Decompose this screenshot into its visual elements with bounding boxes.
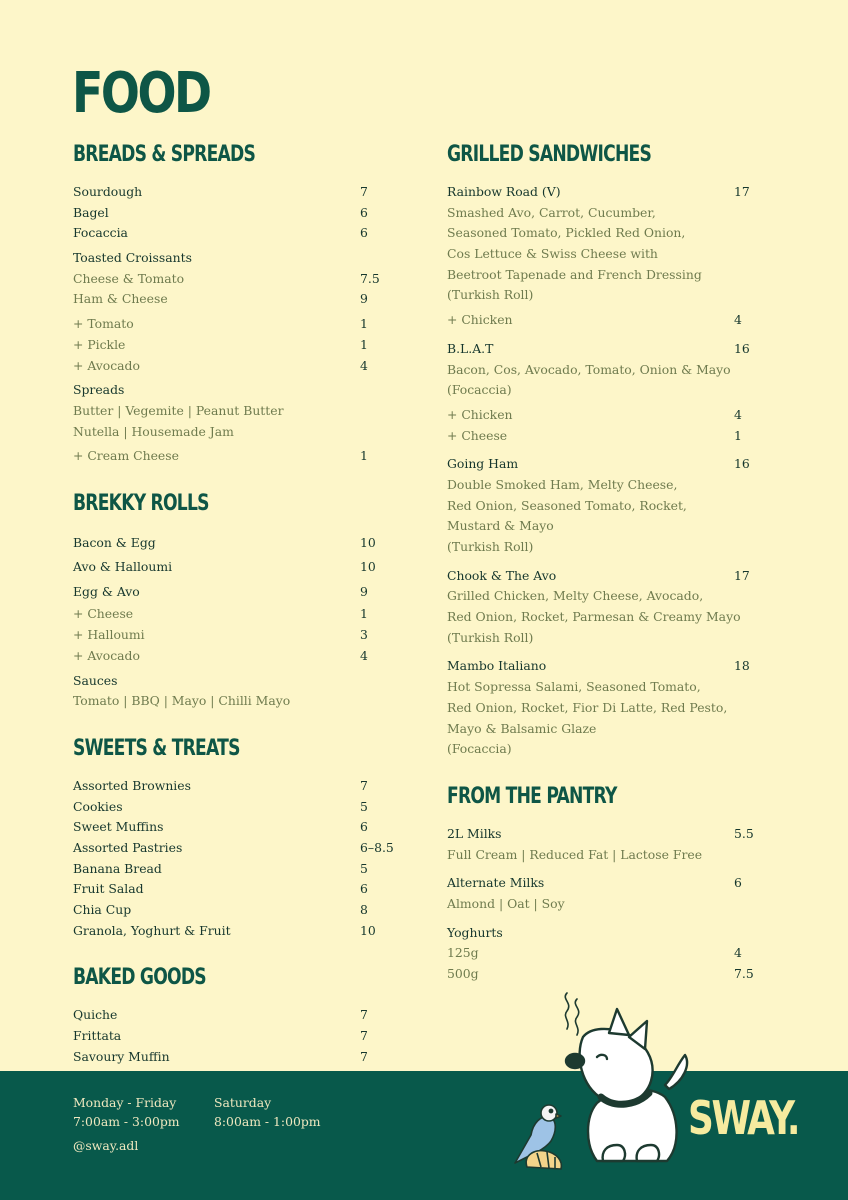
section-title: BAKED GOODS — [73, 965, 206, 991]
section-breads-spreads — [73, 140, 403, 467]
weekday-days-label: Monday - Friday — [73, 1095, 177, 1110]
sandwich-going-ham — [447, 454, 777, 557]
item-description: Smashed Avo, Carrot, Cucumber, — [447, 204, 656, 220]
menu-item: Alternate Milks 6 — [447, 875, 742, 891]
sandwich-chook-avo — [447, 566, 777, 649]
menu-addon: + Avocado 4 — [73, 357, 368, 373]
sandwich-blat — [447, 339, 777, 446]
menu-item: Avo & Halloumi 10 — [73, 559, 376, 575]
menu-item: Bagel 6 — [73, 204, 368, 220]
menu-addon: + Avocado 4 — [73, 647, 368, 663]
page-title: FOOD — [72, 61, 210, 126]
item-description: Mustard & Mayo — [447, 518, 554, 534]
menu-item: Rainbow Road (V) 17 — [447, 184, 750, 199]
brand-logo: SWAY. — [688, 1091, 799, 1145]
menu-item: Fruit Salad 6 — [73, 881, 368, 897]
menu-item: Granola, Yoghurt & Fruit 10 — [73, 922, 376, 938]
spreads-line: Butter | Vegemite | Peanut Butter — [73, 402, 284, 418]
spreads-line: Nutella | Housemade Jam — [73, 423, 234, 439]
menu-option: 125g 4 — [447, 945, 742, 961]
menu-addon: + Pickle 1 — [73, 336, 368, 352]
section-from-the-pantry — [447, 782, 777, 985]
menu-addon: + Chicken 4 — [447, 406, 742, 422]
sub-heading: Yoghurts — [447, 924, 503, 940]
menu-item: Sweet Muffins 6 — [73, 819, 368, 835]
section-title: BREADS & SPREADS — [73, 142, 256, 167]
sub-heading: Sauces — [73, 672, 118, 688]
menu-item: Chia Cup 8 — [73, 902, 368, 917]
item-description: (Turkish Roll) — [447, 539, 534, 554]
item-description: Double Smoked Ham, Melty Cheese, — [447, 476, 678, 492]
sub-heading: Toasted Croissants — [73, 250, 192, 266]
menu-item: 2L Milks 5.5 — [447, 825, 754, 841]
menu-item: Assorted Pastries 6–8.5 — [73, 839, 394, 855]
sub-heading: Spreads — [73, 382, 125, 398]
section-title: SWEETS & TREATS — [73, 735, 240, 761]
menu-option: Cheese & Tomato 7.5 — [73, 270, 380, 286]
menu-option: Ham & Cheese 9 — [73, 291, 368, 307]
sandwich-rainbow-road — [447, 182, 777, 331]
item-description: (Focaccia) — [447, 741, 512, 757]
sandwich-mambo-italiano — [447, 656, 777, 759]
item-description: Grilled Chicken, Melty Cheese, Avocado, — [447, 588, 704, 604]
section-title: FROM THE PANTRY — [447, 783, 617, 809]
saturday-time-label: 8:00am - 1:00pm — [214, 1114, 321, 1129]
footer — [0, 1071, 848, 1200]
item-description: Full Cream | Reduced Fat | Lactose Free — [447, 846, 703, 862]
right-column — [447, 140, 777, 1007]
menu-addon: + Cheese 1 — [73, 606, 368, 622]
item-description: Almond | Oat | Soy — [447, 895, 565, 911]
pantry-milks — [447, 824, 777, 865]
menu-addon: + Halloumi 3 — [73, 627, 368, 643]
menu-item: Savoury Muffin 7 — [73, 1048, 368, 1064]
menu-addon: + Cheese 1 — [447, 427, 742, 443]
menu-item: Banana Bread 5 — [73, 860, 368, 876]
left-column — [73, 140, 403, 1089]
item-description: Beetroot Tapenade and French Dressing — [447, 266, 702, 282]
item-description: Bacon, Cos, Avocado, Tomato, Onion & Mayo — [447, 361, 731, 377]
item-description: Cos Lettuce & Swiss Cheese with — [447, 246, 658, 262]
item-description: (Turkish Roll) — [447, 287, 534, 303]
illustration — [505, 985, 695, 1175]
saturday-hours — [214, 1093, 321, 1131]
weekday-hours — [73, 1093, 180, 1131]
menu-item: Mambo Italiano 18 — [447, 658, 750, 674]
section-grilled-sandwiches — [447, 140, 777, 760]
menu-item: Cookies 5 — [73, 798, 368, 814]
menu-item: Chook & The Avo 17 — [447, 567, 750, 583]
menu-item: B.L.A.T 16 — [447, 340, 750, 356]
section-title: GRILLED SANDWICHES — [447, 142, 652, 167]
item-description: (Focaccia) — [447, 382, 512, 398]
item-description: (Turkish Roll) — [447, 629, 534, 645]
menu-addon: + Cream Cheese 1 — [73, 448, 368, 464]
sauces-line: Tomato | BBQ | Mayo | Chilli Mayo — [73, 693, 291, 709]
pantry-yoghurts — [447, 923, 777, 985]
item-description: Red Onion, Rocket, Parmesan & Creamy Mayo — [447, 609, 741, 625]
croissant-icon — [526, 1151, 561, 1169]
menu-addon: + Chicken 4 — [447, 312, 742, 328]
saturday-days-label: Saturday — [214, 1095, 272, 1110]
steam-icon — [565, 993, 578, 1035]
section-title: BREKKY ROLLS — [73, 490, 209, 516]
item-description: Red Onion, Rocket, Fior Di Latte, Red Pesto, — [447, 699, 728, 715]
section-brekky-rolls — [73, 489, 403, 712]
menu-item: Going Ham 16 — [447, 456, 750, 472]
pantry-alt-milks — [447, 873, 777, 914]
section-sweets-treats — [73, 734, 403, 942]
weekday-time-label: 7:00am - 3:00pm — [73, 1114, 180, 1129]
social-handle: @sway.adl — [73, 1138, 139, 1153]
menu-option: 500g 7.5 — [447, 966, 754, 981]
westie-dog-icon — [566, 1009, 687, 1161]
menu-item: Frittata 7 — [73, 1028, 368, 1044]
item-description: Seasoned Tomato, Pickled Red Onion, — [447, 225, 686, 241]
item-description: Hot Sopressa Salami, Seasoned Tomato, — [447, 679, 701, 695]
menu-item: Bacon & Egg 10 — [73, 534, 376, 550]
menu-item: Egg & Avo 9 — [73, 583, 368, 599]
section-baked-goods — [73, 963, 403, 1067]
menu-item: Focaccia 6 — [73, 225, 368, 241]
menu-item: Assorted Brownies 7 — [73, 777, 368, 793]
item-description: Mayo & Balsamic Glaze — [447, 720, 597, 736]
item-description: Red Onion, Seasoned Tomato, Rocket, — [447, 497, 687, 513]
menu-addon: + Tomato 1 — [73, 316, 368, 332]
menu-item: Sourdough 7 — [73, 184, 368, 199]
menu-item: Quiche 7 — [73, 1007, 368, 1023]
